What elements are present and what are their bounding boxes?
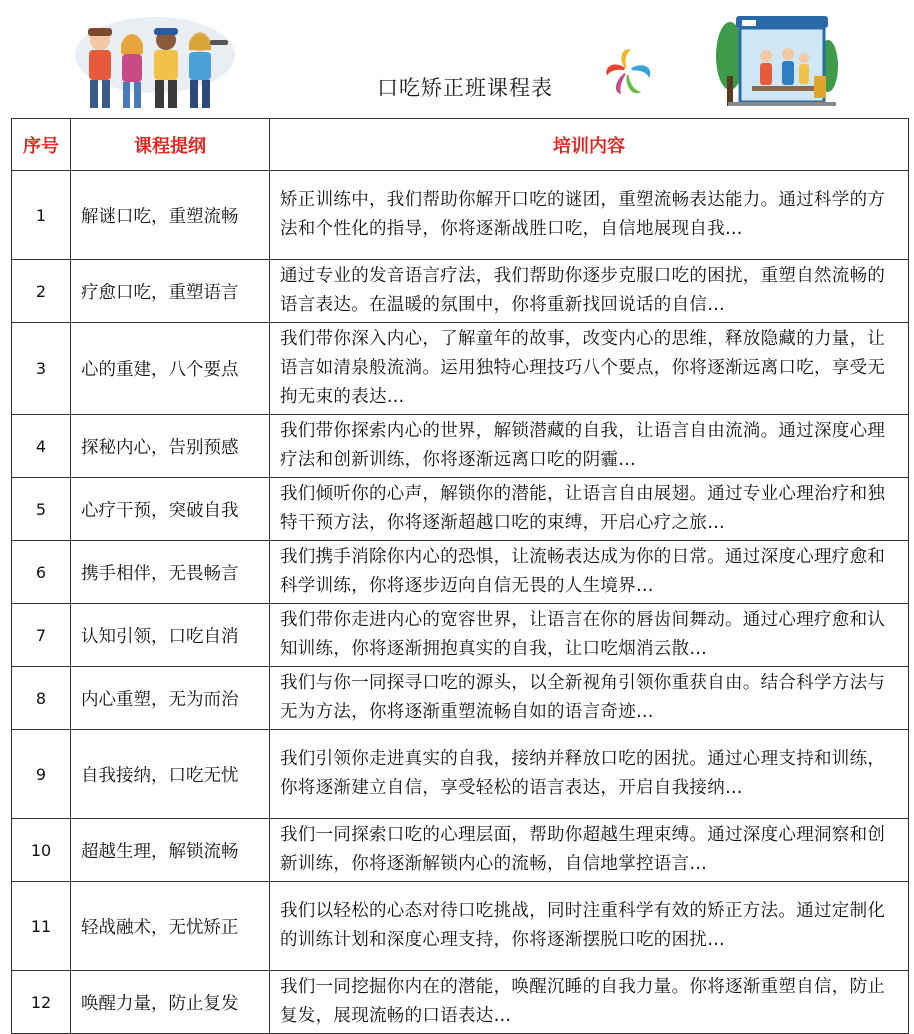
row-number: 8 <box>12 667 71 730</box>
table-row <box>12 819 909 882</box>
table-row <box>12 667 909 730</box>
table-row <box>12 604 909 667</box>
header-num: 序号 <box>12 119 71 171</box>
row-outline: 超越生理，解锁流畅 <box>71 819 270 882</box>
row-number: 6 <box>12 541 71 604</box>
row-outline: 唤醒力量，防止复发 <box>71 971 270 1034</box>
table-row <box>12 171 909 260</box>
row-number: 3 <box>12 323 71 415</box>
table-row <box>12 415 909 478</box>
travelers-illustration <box>70 10 240 115</box>
row-outline: 疗愈口吃，重塑语言 <box>71 260 270 323</box>
table-row <box>12 541 909 604</box>
table-row <box>12 882 909 971</box>
row-number: 2 <box>12 260 71 323</box>
row-outline: 轻战融术，无忧矫正 <box>71 882 270 971</box>
row-number: 12 <box>12 971 71 1034</box>
row-content: 我们倾听你的心声，解锁你的潜能，让语言自由展翅。通过专业心理治疗和独特干预方法，你将逐渐超越口吃的束缚，开启心疗之旅… <box>270 478 909 541</box>
row-content: 我们带你深入内心，了解童年的故事，改变内心的思维，释放隐藏的力量，让语言如清泉般流淌。运用独特心理技巧八个要点，你将逐渐远离口吃，享受无拘无束的表达… <box>270 323 909 415</box>
row-number: 5 <box>12 478 71 541</box>
row-outline: 内心重塑，无为而治 <box>71 667 270 730</box>
table-row <box>12 323 909 415</box>
header-content: 培训内容 <box>270 119 909 171</box>
row-content: 我们一同挖掘你内在的潜能，唤醒沉睡的自我力量。你将逐渐重塑自信，防止复发，展现流畅的口语表达… <box>270 971 909 1034</box>
course-table <box>11 118 909 1034</box>
bus-stop-illustration <box>708 6 843 114</box>
row-content: 我们与你一同探寻口吃的源头，以全新视角引领你重获自由。结合科学方法与无为方法，你将逐渐重塑流畅自如的语言奇迹… <box>270 667 909 730</box>
row-content: 我们带你走进内心的宽容世界，让语言在你的唇齿间舞动。通过心理疗愈和认知训练，你将逐渐拥抱真实的自我，让口吃烟消云散… <box>270 604 909 667</box>
heart-logo-icon <box>595 40 661 106</box>
page-title: 口吃矫正班课程表 <box>377 76 553 100</box>
table-row <box>12 260 909 323</box>
header <box>0 0 914 118</box>
row-outline: 自我接纳，口吃无忧 <box>71 730 270 819</box>
row-number: 10 <box>12 819 71 882</box>
row-content: 我们一同探索口吃的心理层面，帮助你超越生理束缚。通过深度心理洞察和创新训练，你将逐渐解锁内心的流畅，自信地掌控语言… <box>270 819 909 882</box>
row-content: 通过专业的发音语言疗法，我们帮助你逐步克服口吃的困扰，重塑自然流畅的语言表达。在温暖的氛围中，你将重新找回说话的自信… <box>270 260 909 323</box>
row-number: 9 <box>12 730 71 819</box>
row-outline: 携手相伴，无畏畅言 <box>71 541 270 604</box>
table-header-row <box>12 119 909 171</box>
row-number: 1 <box>12 171 71 260</box>
row-number: 11 <box>12 882 71 971</box>
row-number: 4 <box>12 415 71 478</box>
row-outline: 解谜口吃，重塑流畅 <box>71 171 270 260</box>
table-row <box>12 971 909 1034</box>
row-content: 我们以轻松的心态对待口吃挑战，同时注重科学有效的矫正方法。通过定制化的训练计划和深度心理支持，你将逐渐摆脱口吃的困扰… <box>270 882 909 971</box>
row-content: 我们携手消除你内心的恐惧，让流畅表达成为你的日常。通过深度心理疗愈和科学训练，你将逐步迈向自信无畏的人生境界… <box>270 541 909 604</box>
table-row <box>12 730 909 819</box>
row-outline: 认知引领，口吃自消 <box>71 604 270 667</box>
header-outline: 课程提纲 <box>71 119 270 171</box>
row-outline: 探秘内心，告别预感 <box>71 415 270 478</box>
row-number: 7 <box>12 604 71 667</box>
row-outline: 心的重建，八个要点 <box>71 323 270 415</box>
row-outline: 心疗干预，突破自我 <box>71 478 270 541</box>
row-content: 矫正训练中，我们帮助你解开口吃的谜团，重塑流畅表达能力。通过科学的方法和个性化的指导，你将逐渐战胜口吃，自信地展现自我… <box>270 171 909 260</box>
table-row <box>12 478 909 541</box>
row-content: 我们带你探索内心的世界，解锁潜藏的自我，让语言自由流淌。通过深度心理疗法和创新训练，你将逐渐远离口吃的阴霾… <box>270 415 909 478</box>
row-content: 我们引领你走进真实的自我，接纳并释放口吃的困扰。通过心理支持和训练，你将逐渐建立自信，享受轻松的语言表达，开启自我接纳… <box>270 730 909 819</box>
